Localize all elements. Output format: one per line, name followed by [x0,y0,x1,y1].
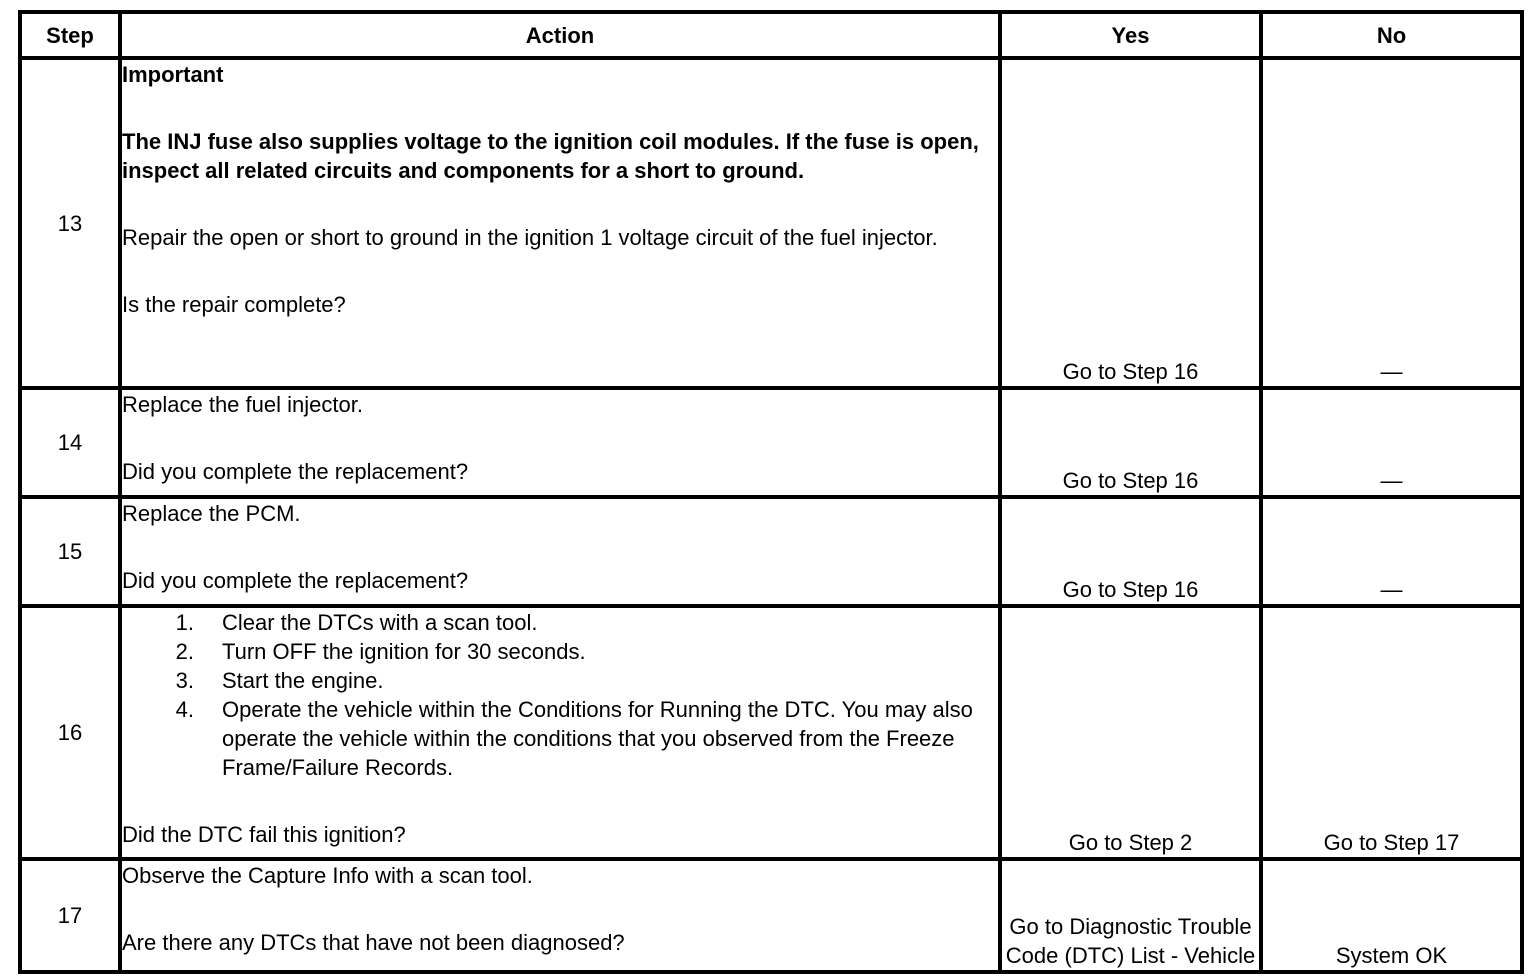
table-row-step-15 [20,497,1522,606]
instruction-text: Observe the Capture Info with a scan tool. [122,863,533,888]
yes-cell: Go to Step 2 [1000,606,1261,859]
step-number: 13 [20,58,120,388]
question-text: Did the DTC fail this ignition? [122,822,406,847]
diagnostic-table [18,10,1524,974]
step-number: 17 [20,859,120,972]
action-cell [120,58,1000,388]
instruction-text: Replace the fuel injector. [122,392,363,417]
step-number: 15 [20,497,120,606]
list-item [122,666,998,695]
list-item-text: Clear the DTCs with a scan tool. [222,610,538,635]
header-no: No [1261,12,1522,58]
question-text: Is the repair complete? [122,292,346,317]
action-cell [120,606,1000,859]
header-row [20,12,1522,58]
table-row-step-13 [20,58,1522,388]
list-item-number: 4. [175,697,194,722]
header-action: Action [120,12,1000,58]
action-cell [120,859,1000,972]
list-item-number: 2. [175,639,194,664]
no-cell: — [1261,497,1522,606]
no-cell: — [1261,388,1522,497]
no-cell: System OK [1261,859,1522,972]
yes-cell: Go to Step 16 [1000,497,1261,606]
list-item-text: Start the engine. [222,668,384,693]
action-cell [120,388,1000,497]
question-text: Did you complete the replacement? [122,568,469,593]
question-text: Did you complete the replacement? [122,459,469,484]
yes-cell: Go to Step 16 [1000,58,1261,388]
step-number: 16 [20,606,120,859]
list-item-text: Operate the vehicle within the Conditions for Running the DTC. You may also operate the vehicle within the conditions that you observed from the Freeze Frame/Failure Records. [222,697,973,780]
question-text: Are there any DTCs that have not been diagnosed? [122,930,625,955]
important-label: Important [122,62,224,87]
header-yes: Yes [1000,12,1261,58]
table-row-step-17 [20,859,1522,972]
list-item [122,637,998,666]
no-cell: Go to Step 17 [1261,606,1522,859]
yes-cell: Go to Diagnostic Trouble Code (DTC) List - Vehicle [1000,859,1261,972]
procedure-list [122,608,998,782]
instruction-text: Replace the PCM. [122,501,301,526]
step-number: 14 [20,388,120,497]
yes-cell: Go to Step 16 [1000,388,1261,497]
list-item-text: Turn OFF the ignition for 30 seconds. [222,639,586,664]
table-row-step-14 [20,388,1522,497]
list-item [122,608,998,637]
list-item-number: 1. [175,610,194,635]
table-row-step-16 [20,606,1522,859]
list-item-number: 3. [175,668,194,693]
list-item [122,695,998,782]
instruction-text: Repair the open or short to ground in the ignition 1 voltage circuit of the fuel injector. [122,225,938,250]
important-text: The INJ fuse also supplies voltage to the ignition coil modules. If the fuse is open, inspect all related circuits and components for a short to ground. [122,129,979,183]
header-step: Step [20,12,120,58]
no-cell: — [1261,58,1522,388]
action-cell [120,497,1000,606]
